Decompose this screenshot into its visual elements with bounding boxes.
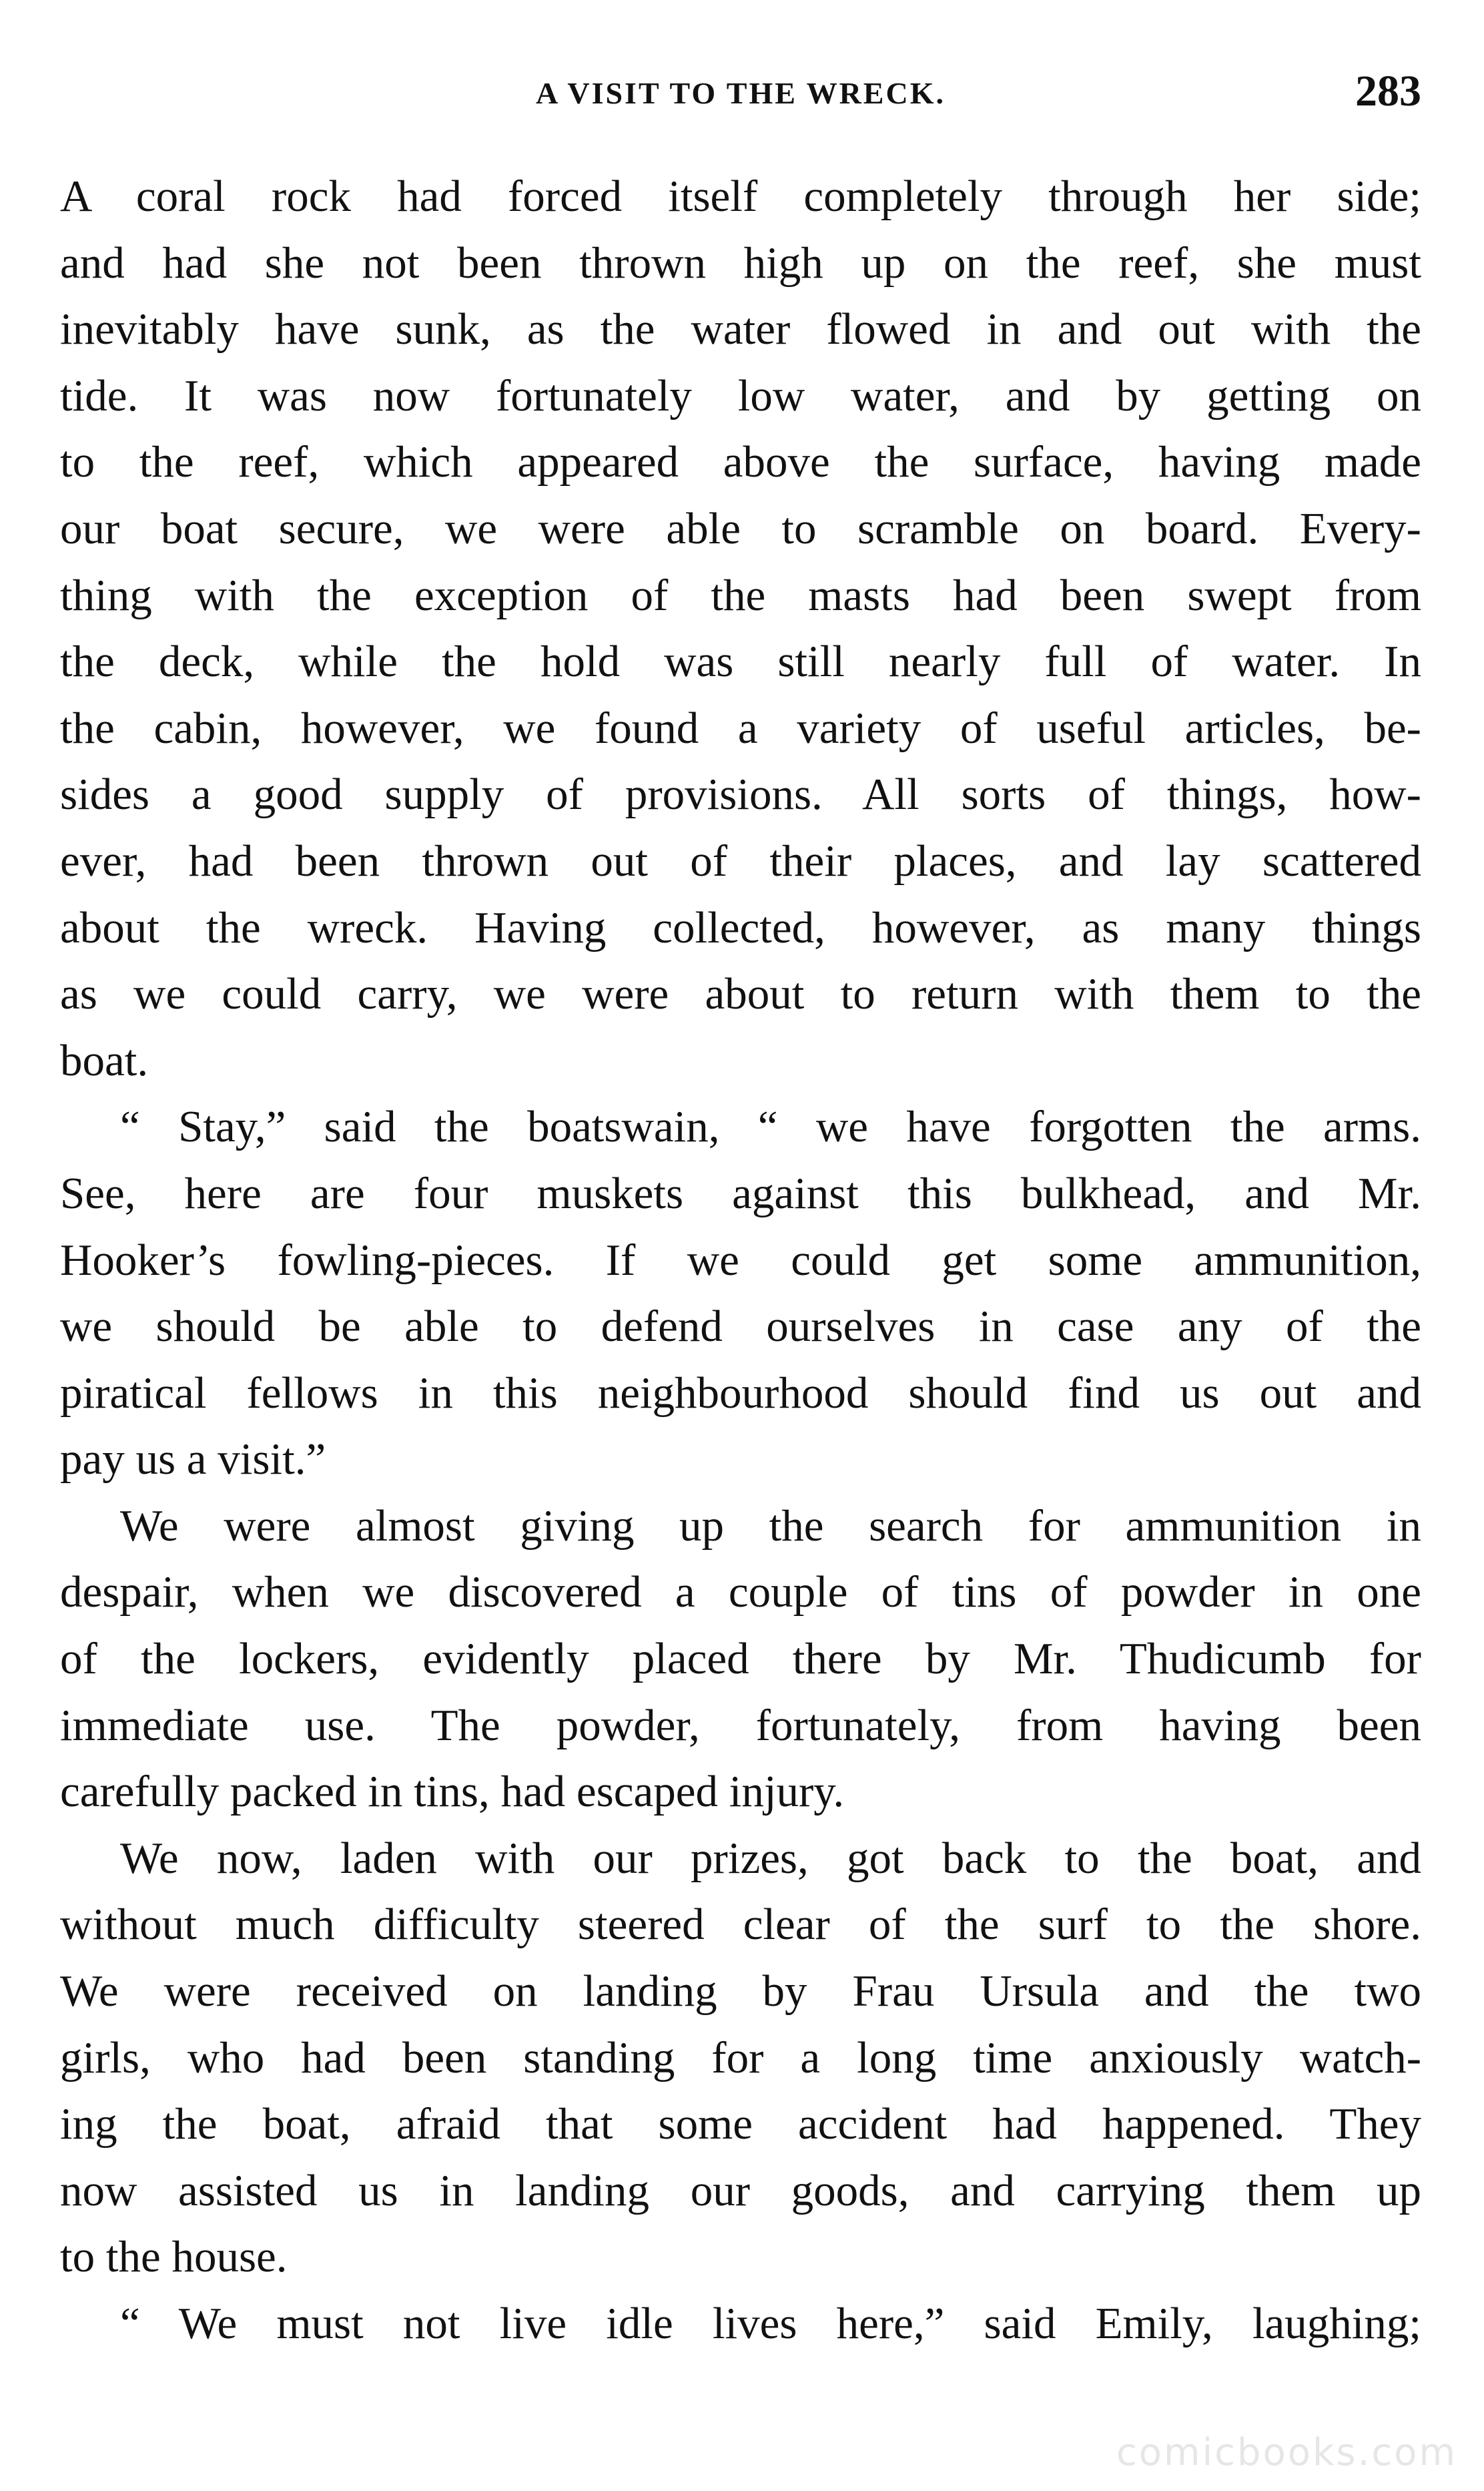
text-line: and had she not been thrown high up on the reef, she must: [60, 238, 1421, 288]
text-line: tide. It was now fortunately low water, and by getting on: [60, 370, 1421, 421]
text-line: immediate use. The powder, fortunately, from having been: [60, 1700, 1421, 1750]
text-line: inevitably have sunk, as the water flowed in and out with the: [60, 304, 1421, 354]
text-line: the deck, while the hold was still nearly full of water. In: [60, 637, 1421, 687]
text-line: ever, had been thrown out of their places, and lay scattered: [60, 836, 1421, 886]
text-line: We were almost giving up the search for ammunition in: [120, 1500, 1421, 1551]
running-head: [60, 67, 1421, 117]
text-line: boat.: [60, 1035, 149, 1085]
text-line: thing with the exception of the masts had been swept from: [60, 570, 1421, 620]
text-line: carefully packed in tins, had escaped injury.: [60, 1767, 845, 1817]
running-title: A VISIT TO THE WRECK.: [536, 76, 946, 110]
text-line: See, here are four muskets against this bulkhead, and Mr.: [60, 1168, 1421, 1218]
text-line: about the wreck. Having collected, however, as many things: [60, 902, 1421, 952]
text-line: now assisted us in landing our goods, and carrying them up: [60, 2165, 1421, 2215]
text-line: sides a good supply of provisions. All sorts of things, how-: [60, 770, 1421, 820]
text-line: our boat secure, we were able to scramble on board. Every-: [60, 503, 1421, 553]
paragraph: [60, 164, 1421, 1094]
text-line: to the house.: [60, 2232, 288, 2282]
text-line: girls, who had been standing for a long time anxiously watch-: [60, 2032, 1421, 2083]
text-line: pay us a visit.”: [60, 1434, 326, 1484]
text-line: to the reef, which appeared above the surface, having made: [60, 437, 1421, 487]
text-line: piratical fellows in this neighbourhood should find us out and: [60, 1368, 1421, 1418]
body-text: [60, 164, 1421, 2358]
paragraph: [60, 1826, 1421, 2291]
text-line: “ We must not live idle lives here,” said Emily, laughing;: [120, 2299, 1421, 2348]
paragraph: [60, 2291, 1421, 2358]
text-line: as we could carry, we were about to return with them to the: [60, 969, 1421, 1019]
text-line: We were received on landing by Frau Ursula and the two: [60, 1966, 1421, 2016]
text-line: the cabin, however, we found a variety of useful articles, be-: [60, 703, 1421, 753]
watermark: comicbooks.com: [1116, 2431, 1457, 2474]
paragraph: [60, 1493, 1421, 1826]
text-line: Hooker’s fowling-pieces. If we could get some ammunition,: [60, 1235, 1421, 1285]
text-line: We now, laden with our prizes, got back to the boat, and: [120, 1833, 1421, 1883]
text-line: ing the boat, afraid that some accident had happened. They: [60, 2099, 1421, 2149]
text-line: of the lockers, evidently placed there by Mr. Thudicumb for: [60, 1634, 1421, 1684]
paragraph: [60, 1094, 1421, 1493]
page-number: 283: [1355, 67, 1421, 115]
text-line: we should be able to defend ourselves in case any of the: [60, 1302, 1421, 1352]
text-line: A coral rock had forced itself completely through her side;: [60, 172, 1421, 221]
text-line: without much difficulty steered clear of the surf to the shore.: [60, 1900, 1421, 1950]
text-line: “ Stay,” said the boatswain, “ we have forgotten the arms.: [120, 1102, 1421, 1152]
text-line: despair, when we discovered a couple of tins of powder in one: [60, 1567, 1421, 1617]
